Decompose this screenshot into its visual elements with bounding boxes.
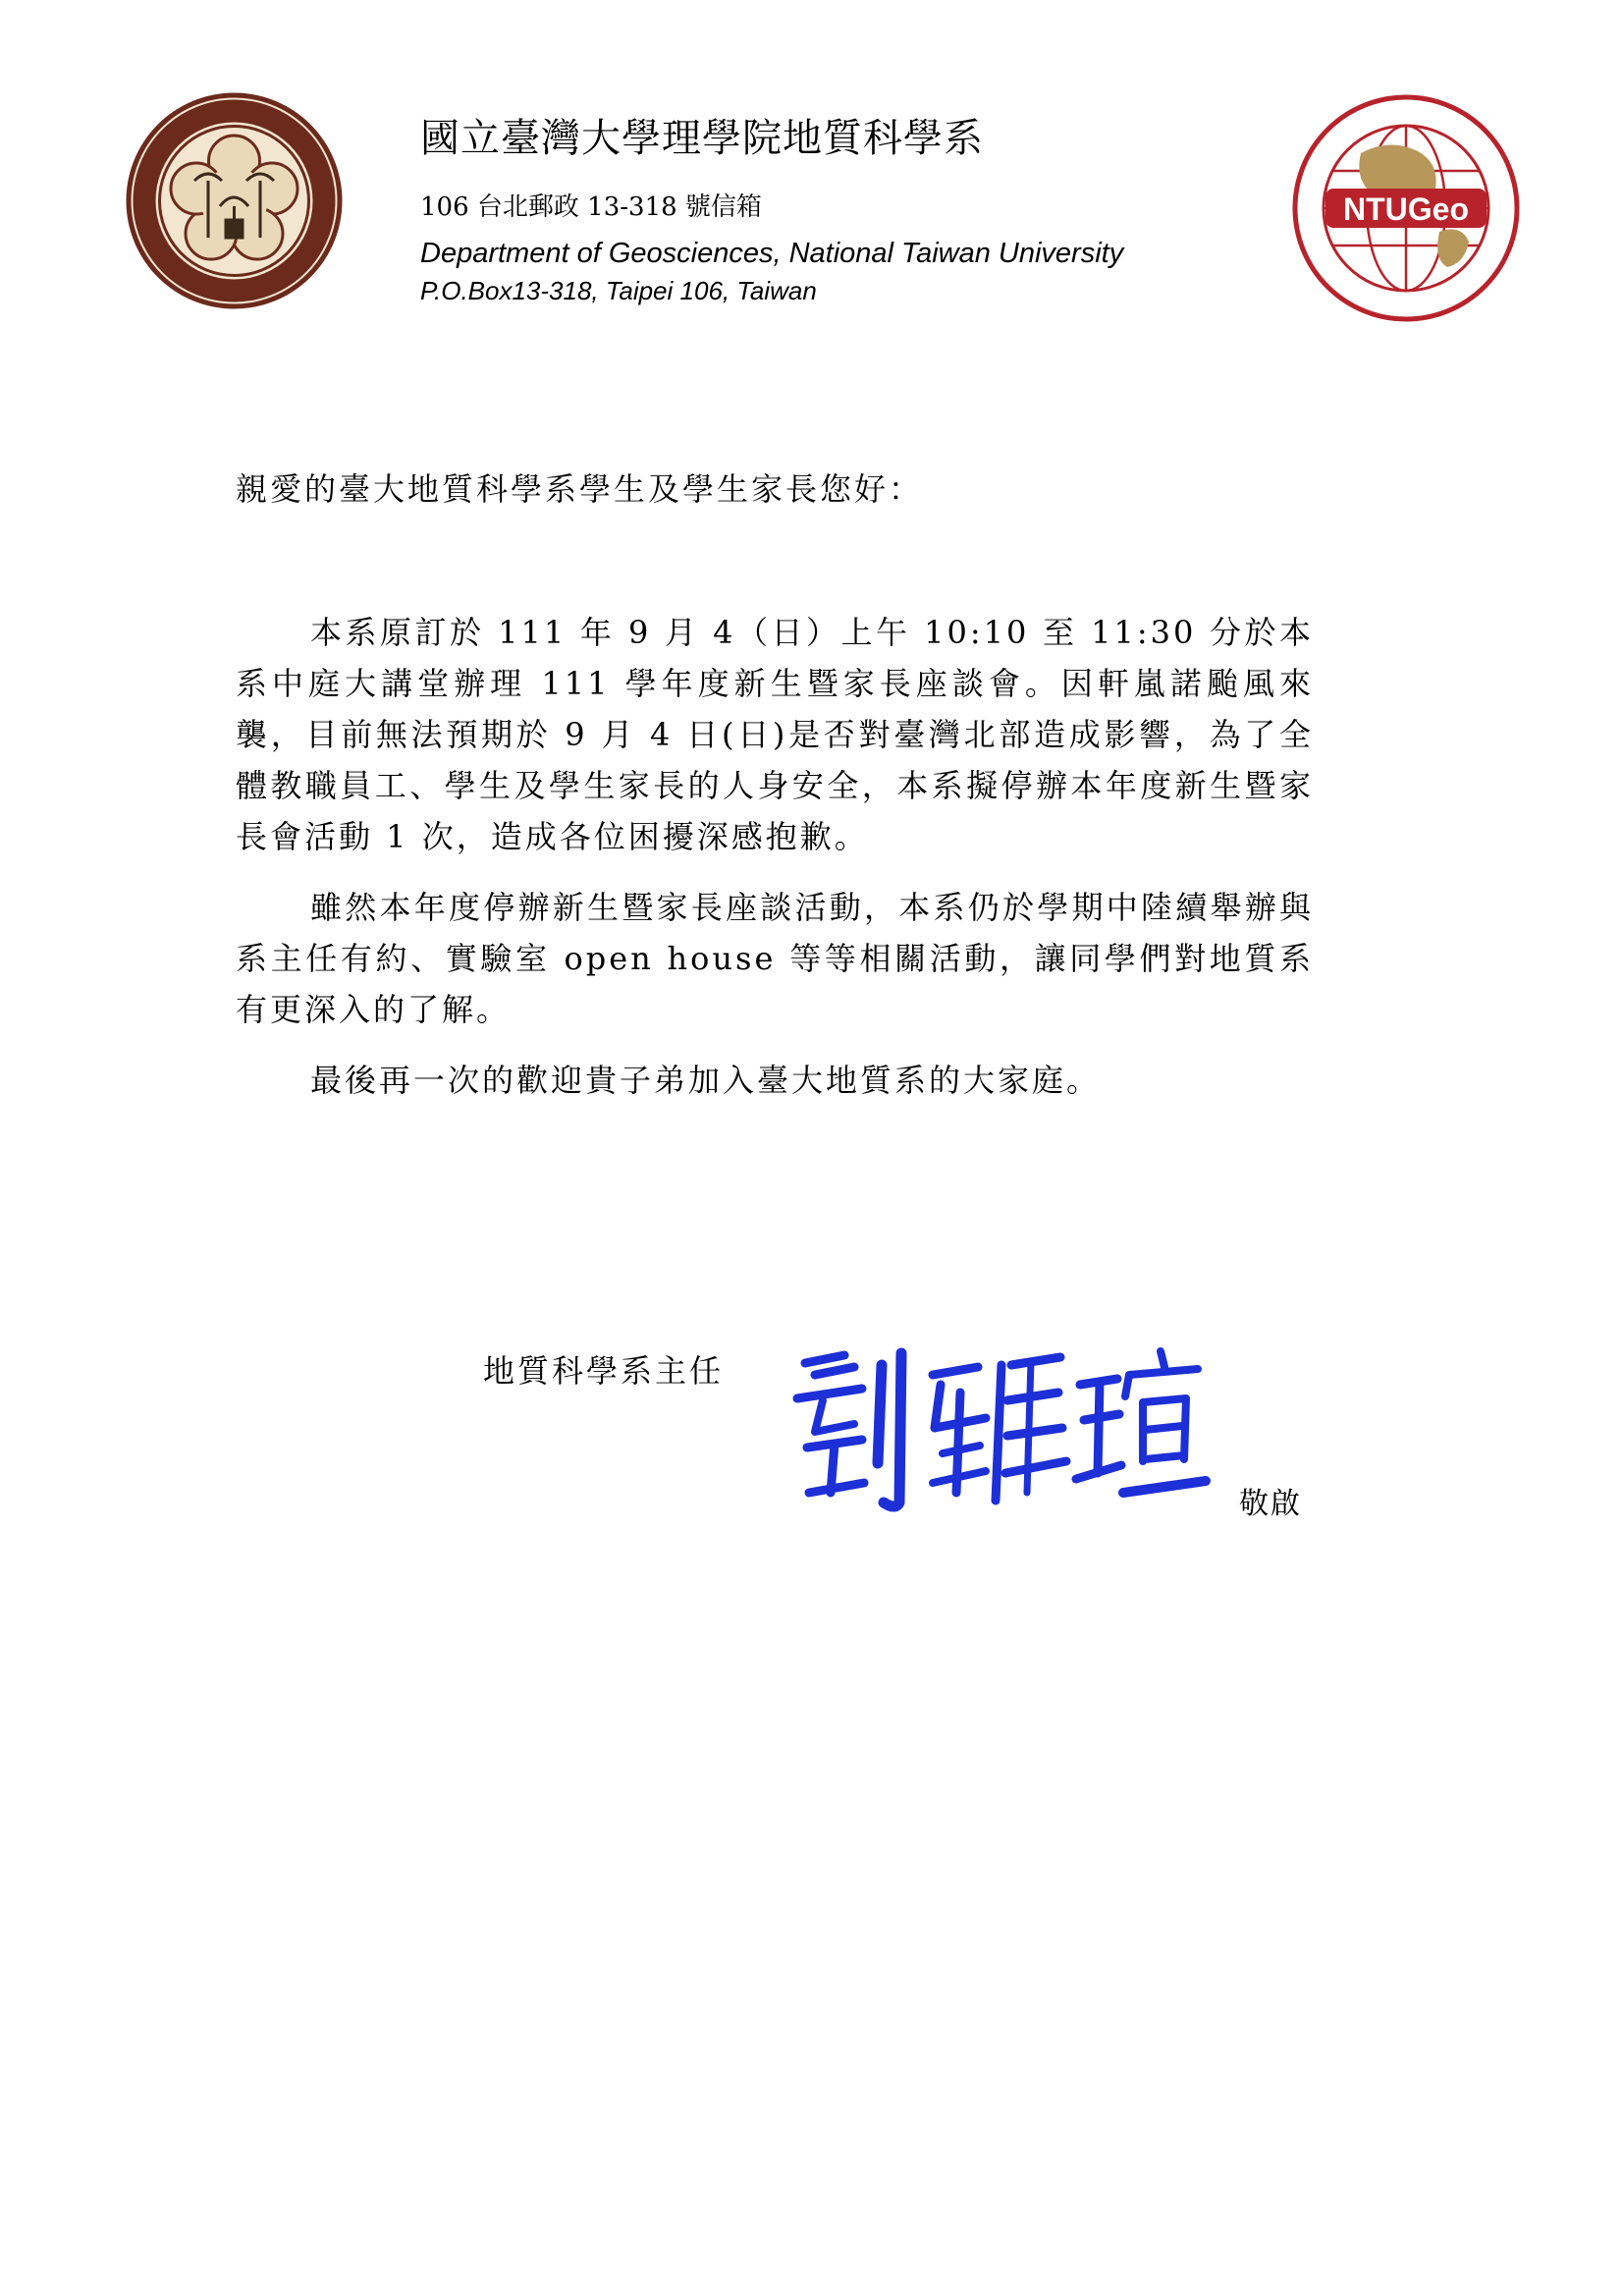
handwritten-signature	[785, 1345, 1217, 1512]
department-name-english: Department of Geosciences, National Taiwan University	[420, 238, 1124, 269]
ntugeo-mark: NTUGeo	[1343, 191, 1469, 227]
chair-title: 地質科學系主任	[483, 1352, 725, 1390]
ntugeo-seal-logo	[1292, 94, 1520, 322]
paragraph: 本系原訂於 111 年 9 月 4（日）上午 10:10 至 11:30 分於本系中庭大講堂辦理 111 學年度新生暨家長座談會。因軒嵐諾颱風來襲，目前無法預期於 9 月 4 日(日)是否對臺灣北部造成影響，為了全體教職員工、學生及學生家長的人身安全，本系擬停辦本年度新生暨家長會活動 1 次，造成各位困擾深感抱歉。	[236, 614, 1314, 855]
paragraph: 雖然本年度停辦新生暨家長座談活動，本系仍於學期中陸續舉辦與系主任有約、實驗室 open house 等等相關活動，讓同學們對地質系有更深入的了解。	[236, 889, 1314, 1028]
paragraph: 最後再一次的歡迎貴子弟加入臺大地質系的大家庭。	[310, 1062, 1102, 1099]
department-title: 國立臺灣大學理學院地質科學系	[420, 116, 984, 161]
ntu-seal-logo	[124, 90, 345, 311]
postal-address: 106 台北郵政 13-318 號信箱	[420, 192, 762, 222]
salutation: 敬啟	[1239, 1487, 1302, 1521]
letter-body	[236, 607, 1314, 1125]
letter-greeting: 親愛的臺大地質科學系學生及學生家長您好：	[236, 470, 924, 508]
po-box-english: P.O.Box13-318, Taipei 106, Taiwan	[420, 276, 817, 305]
